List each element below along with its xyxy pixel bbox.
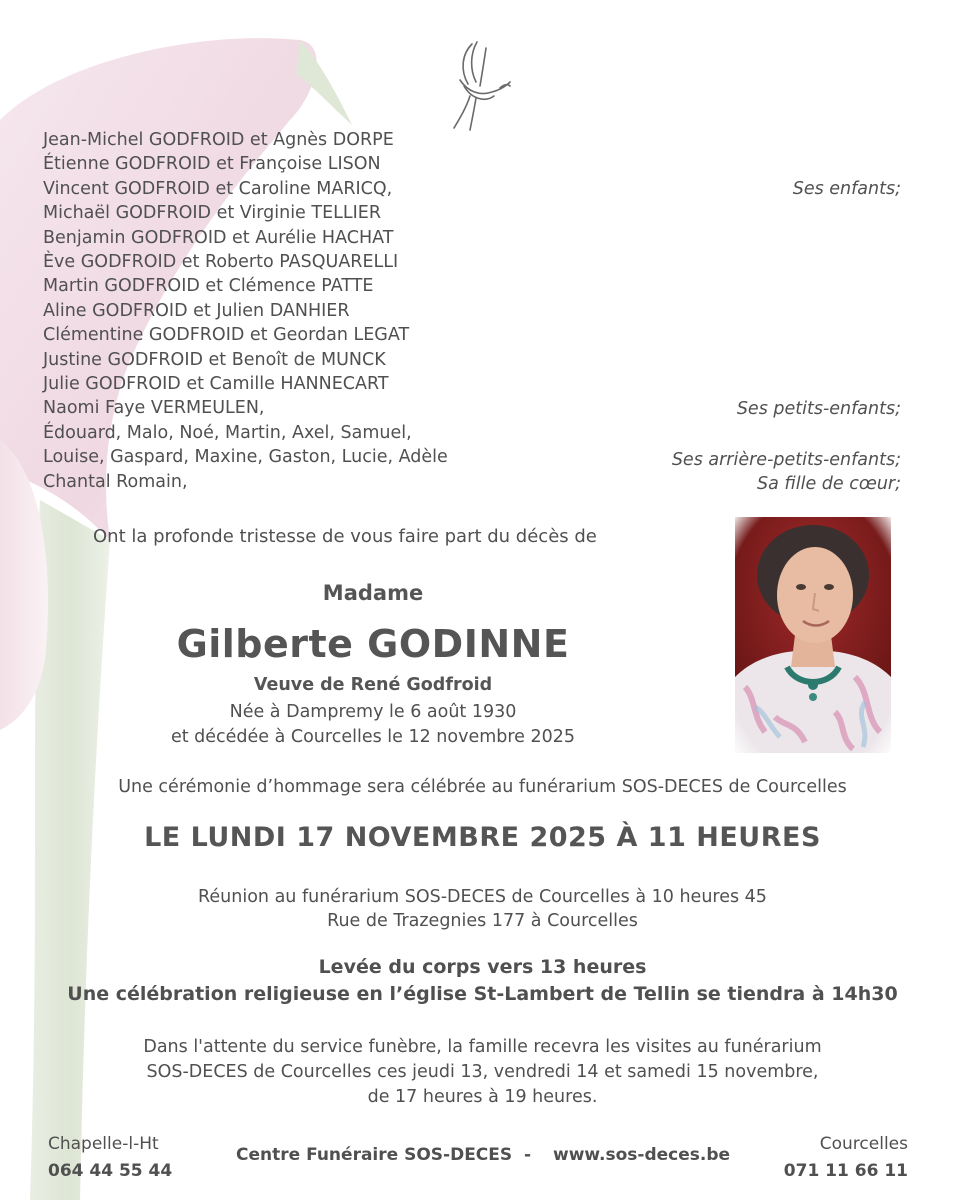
role-great-grandchildren: Ses arrière-petits-enfants; [671, 450, 901, 470]
family-line: Clémentine GODFROID et Geordan LEGAT [43, 325, 410, 346]
footer-center-name: Centre Funéraire SOS-DECES [236, 1145, 513, 1165]
family-line: Justine GODFROID et Benoît de MUNCK [43, 349, 386, 370]
role-children: Ses enfants; [792, 179, 901, 199]
footer-separator: - [524, 1145, 532, 1165]
footer-website[interactable]: www.sos-deces.be [553, 1145, 731, 1165]
family-line: Chantal Romain, [43, 471, 188, 492]
family-line: Ève GODFROID et Roberto PASQUARELLI [43, 252, 399, 273]
ceremony-intro: Une cérémonie d’hommage sera célébrée au funérarium SOS-DECES de Courcelles [118, 777, 847, 797]
family-line: Michaël GODFROID et Virginie TELLIER [43, 203, 382, 224]
widow-of: Veuve de René Godfroid [253, 675, 493, 695]
family-list [43, 128, 448, 494]
ceremony-date: LE LUNDI 17 NOVEMBRE 2025 À 11 HEURES [144, 822, 821, 853]
family-line: Édouard, Malo, Noé, Martin, Axel, Samuel, [43, 422, 412, 443]
meeting-line: Réunion au funérarium SOS-DECES de Courcelles à 10 heures 45 [198, 887, 767, 907]
family-line: Julie GODFROID et Camille HANNECART [43, 374, 389, 395]
footer-left-place: Chapelle-l-Ht [48, 1134, 159, 1154]
dove-icon [450, 40, 512, 132]
religious-ceremony-line: Une célébration religieuse en l’église St-Lambert de Tellin se tiendra à 14h30 [67, 983, 898, 1005]
family-line: Martin GODFROID et Clémence PATTE [43, 276, 374, 297]
family-line: Étienne GODFROID et Françoise LISON [43, 154, 381, 175]
family-line: Louise, Gaspard, Maxine, Gaston, Lucie, Adèle [43, 447, 448, 468]
role-heart-daughter: Sa fille de cœur; [757, 474, 901, 494]
family-line: Jean-Michel GODFROID et Agnès DORPE [43, 130, 394, 150]
portrait-photo [735, 517, 891, 753]
visits-line-2: SOS-DECES de Courcelles ces jeudi 13, vendredi 14 et samedi 15 novembre, [146, 1062, 819, 1082]
footer-right-place: Courcelles [819, 1134, 908, 1154]
role-grandchildren: Ses petits-enfants; [736, 399, 901, 419]
visits-line-1: Dans l'attente du service funèbre, la famille recevra les visites au funérarium [143, 1037, 822, 1057]
deceased-name: Gilberte GODINNE [176, 622, 570, 666]
family-line: Benjamin GODFROID et Aurélie HACHAT [43, 227, 394, 248]
family-line: Aline GODFROID et Julien DANHIER [43, 300, 350, 321]
address-line: Rue de Trazegnies 177 à Courcelles [327, 911, 638, 931]
announcement-intro: Ont la profonde tristesse de vous faire part du décès de [93, 526, 597, 547]
honorific: Madame [322, 581, 424, 605]
family-line: Vincent GODFROID et Caroline MARICQ, [43, 178, 393, 199]
visits-line-3: de 17 heures à 19 heures. [367, 1087, 598, 1107]
footer-left-phone: 064 44 55 44 [48, 1161, 173, 1181]
death-line: et décédée à Courcelles le 12 novembre 2025 [170, 727, 576, 747]
birth-line: Née à Dampremy le 6 août 1930 [229, 702, 517, 722]
levee-line: Levée du corps vers 13 heures [318, 956, 647, 978]
footer-right-phone: 071 11 66 11 [783, 1161, 908, 1181]
family-line: Naomi Faye VERMEULEN, [43, 398, 265, 419]
